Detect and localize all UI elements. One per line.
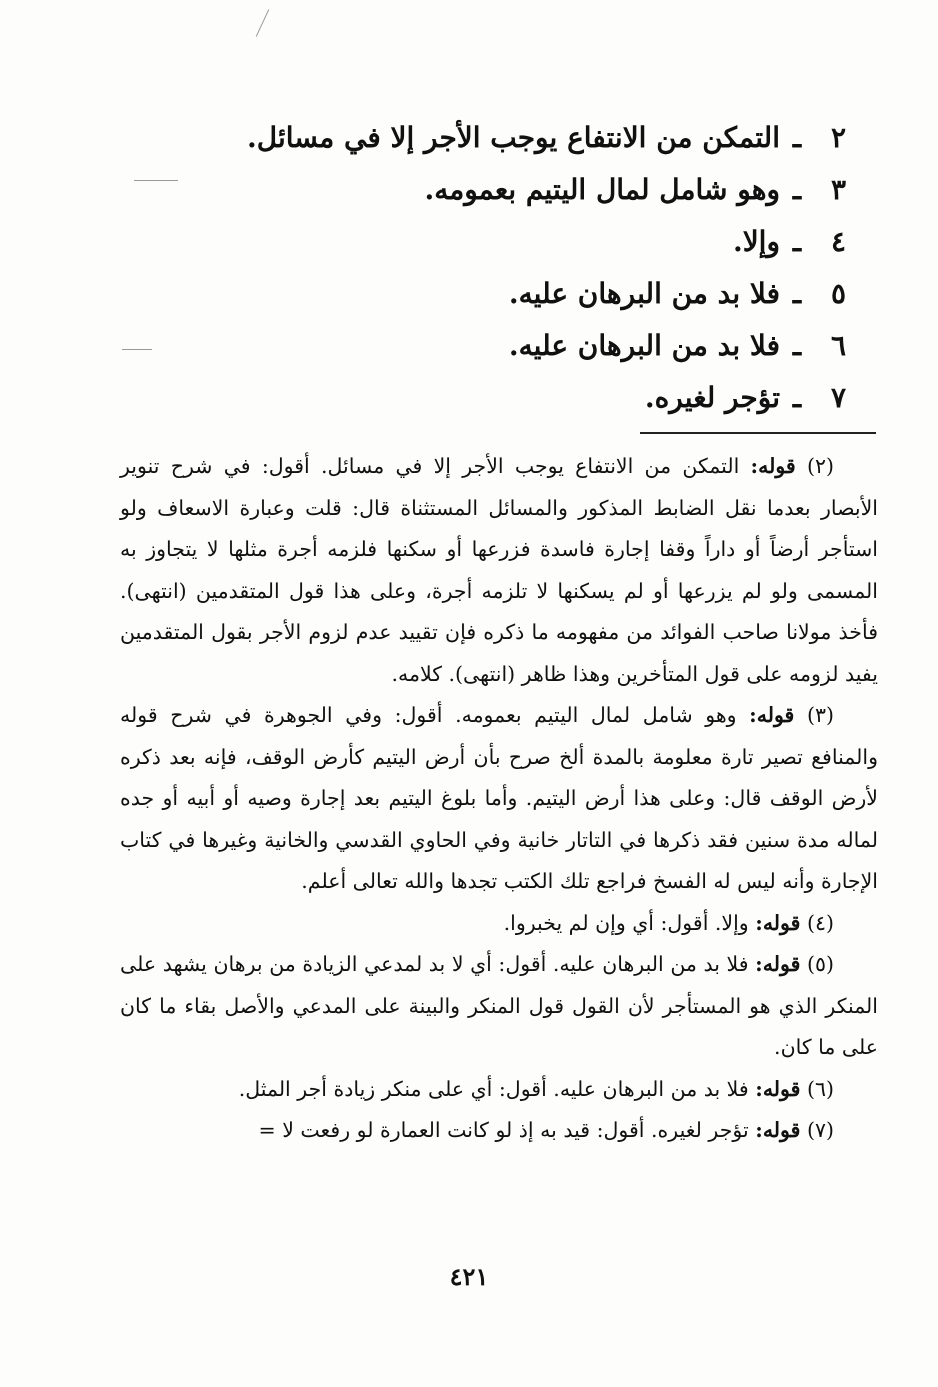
note-text: تؤجر لغيره. أقول: قيد به إذ لو كانت العمارة لو رفعت لا = bbox=[258, 1118, 749, 1142]
note-text: التمكن من الانتفاع يوجب الأجر إلا في مسائل. أقول: في شرح تنوير الأبصار بعدما نقل الضابط المذكور والمسائل المستثناة قال: قلت وعبارة الاسعاف ولو استأجر أرضاً أو داراً وقفا إجارة فاسدة فزرعها أو سكنها فلزمه أجرة مثلها لا يتجاوز به المسمى ولو لم يزرعها أو لم يسكنها لا تلزمه أجرة، وعلى هذا قول المتقدمين (انتهى). فأخذ مولانا صاحب الفوائد من مفهومه ما ذكره فإن تقييد عدم لزوم الأجر بقول المتقدمين يفيد لزومه على قول المتأخرين وهذا ظاهر (انتهى). كلامه. bbox=[120, 454, 878, 686]
item-number: ٧ bbox=[830, 381, 846, 414]
note-text: وإلا. أقول: أي وإن لم يخبروا. bbox=[503, 910, 749, 935]
item-text: وهو شامل لمال اليتيم بعمومه. bbox=[424, 173, 780, 206]
note-2 bbox=[120, 446, 878, 695]
item-text: وإلا. bbox=[732, 225, 780, 258]
note-6 bbox=[120, 1069, 878, 1111]
item-number: ٦ bbox=[830, 329, 846, 362]
note-text: فلا بد من البرهان عليه. أقول: أي لا بد لمدعي الزيادة من برهان يشهد على المنكر الذي هو المستأجر لأن القول قول المنكر والبينة على المدعي والأصل بقاء ما كان على ما كان. bbox=[120, 952, 878, 1059]
note-keyword: قوله: bbox=[750, 454, 796, 478]
note-text: وهو شامل لمال اليتيم بعمومه. أقول: وفي الجوهرة في شرح قوله والمنافع تصير تارة معلومة بالمدة ألخ صرح بأن أرض اليتيم كأرض الوقف، فإنه بعد ذكره لأرض الوقف قال: وعلى هذا أرض اليتيم. وأما بلوغ اليتيم بعد إجارة وصيه أو أبيه أو جده لماله مدة سنين فقد ذكرها في التاتار خانية وفي الحاوي القدسي والخانية وغيرها في كتاب الإجارة وأنه ليس له الفسخ فراجع تلك الكتب تجدها والله تعالى أعلم. bbox=[120, 703, 878, 893]
note-keyword: قوله: bbox=[755, 1076, 801, 1101]
item-dash: ـ bbox=[792, 381, 802, 414]
item-dash: ـ bbox=[792, 225, 802, 258]
main-item-3 bbox=[246, 164, 846, 216]
item-text: فلا بد من البرهان عليه. bbox=[508, 277, 780, 310]
item-text: تؤجر لغيره. bbox=[644, 381, 780, 414]
footnote-separator bbox=[640, 432, 876, 434]
note-number: (٦) bbox=[806, 1076, 834, 1101]
page-number: ٤٢١ bbox=[449, 1262, 489, 1291]
main-item-4 bbox=[246, 216, 846, 268]
main-item-6 bbox=[246, 320, 846, 372]
scan-mark bbox=[134, 180, 178, 181]
note-text: فلا بد من البرهان عليه. أقول: أي على منكر زيادة أجر المثل. bbox=[238, 1076, 749, 1101]
note-7 bbox=[120, 1110, 878, 1152]
note-3 bbox=[120, 695, 878, 903]
note-keyword: قوله: bbox=[755, 1118, 801, 1142]
note-number: (٣) bbox=[806, 703, 834, 727]
note-4 bbox=[120, 903, 878, 945]
commentary-notes bbox=[120, 446, 878, 1152]
note-number: (٢) bbox=[806, 454, 834, 478]
note-number: (٧) bbox=[806, 1118, 834, 1142]
item-text: فلا بد من البرهان عليه. bbox=[508, 329, 780, 362]
item-dash: ـ bbox=[792, 277, 802, 310]
main-item-7 bbox=[246, 372, 846, 424]
main-text bbox=[246, 112, 846, 424]
item-dash: ـ bbox=[792, 173, 802, 206]
note-number: (٥) bbox=[806, 952, 834, 976]
main-item-2 bbox=[246, 112, 846, 164]
note-keyword: قوله: bbox=[755, 952, 801, 976]
item-number: ٣ bbox=[830, 173, 846, 206]
note-5 bbox=[120, 944, 878, 1069]
note-keyword: قوله: bbox=[749, 703, 795, 727]
item-dash: ـ bbox=[792, 329, 802, 362]
item-number: ٤ bbox=[830, 225, 846, 258]
scan-mark bbox=[122, 349, 152, 350]
item-dash: ـ bbox=[792, 121, 802, 154]
scan-mark bbox=[256, 9, 270, 37]
item-number: ٢ bbox=[830, 121, 846, 154]
note-keyword: قوله: bbox=[755, 910, 801, 935]
main-item-5 bbox=[246, 268, 846, 320]
item-number: ٥ bbox=[830, 277, 846, 310]
item-text: التمكن من الانتفاع يوجب الأجر إلا في مسائل. bbox=[247, 121, 780, 154]
note-number: (٤) bbox=[806, 910, 834, 935]
